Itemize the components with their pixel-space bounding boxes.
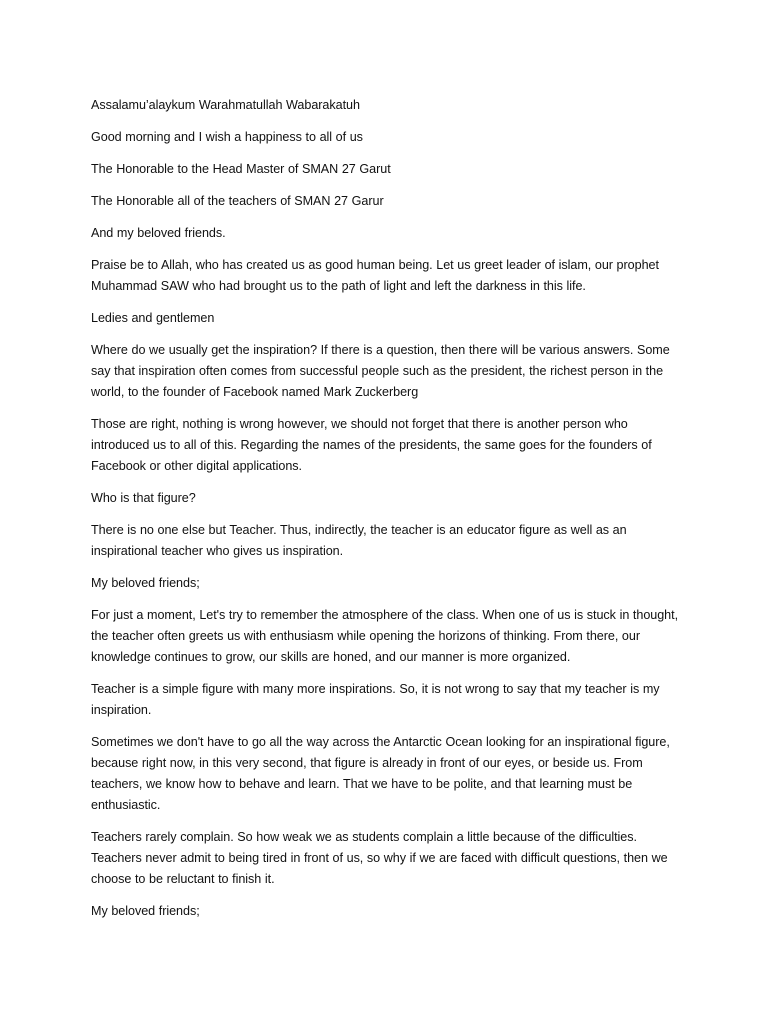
figure-question: Who is that figure? xyxy=(91,491,196,505)
praise-paragraph: Praise be to Allah, who has created us as good human being. Let us greet leader of islam, our prophet Muhammad SAW who had brought us to the path of light and left the darkness in this life. xyxy=(91,258,659,293)
antarctic-paragraph: Sometimes we don't have to go all the way across the Antarctic Ocean looking for an inspirational figure, because right now, in this very second, that figure is already in front of our eyes, or beside us. From teachers, we know how to behave and learn. That we have to be polite, and that learning must be enthusiastic. xyxy=(91,735,670,812)
inspiration-question-paragraph: Where do we usually get the inspiration? If there is a question, then there will be various answers. Some say that inspiration often comes from successful people such as the president, the richest person in the world, to the founder of Facebook named Mark Zuckerberg xyxy=(91,343,670,399)
address-headmaster: The Honorable to the Head Master of SMAN 27 Garut xyxy=(91,162,391,176)
teacher-answer-paragraph: There is no one else but Teacher. Thus, indirectly, the teacher is an educator figure as well as an inspirational teacher who gives us inspiration. xyxy=(91,523,627,558)
simple-figure-paragraph: Teacher is a simple figure with many more inspirations. So, it is not wrong to say that my teacher is my inspiration. xyxy=(91,682,660,717)
address-friends: And my beloved friends. xyxy=(91,226,226,240)
beloved-friends-heading: My beloved friends; xyxy=(91,576,200,590)
document-body xyxy=(91,95,681,933)
beloved-friends-closing: My beloved friends; xyxy=(91,904,200,918)
ladies-gentlemen: Ledies and gentlemen xyxy=(91,311,215,325)
teachers-complain-paragraph: Teachers rarely complain. So how weak we as students complain a little because of the difficulties. Teachers never admit to being tired in front of us, so why if we are faced with difficult questions, then we choose to be reluctant to finish it. xyxy=(91,830,668,886)
greeting-morning: Good morning and I wish a happiness to all of us xyxy=(91,130,363,144)
greeting-salam: Assalamu’alaykum Warahmatullah Wabarakatuh xyxy=(91,98,360,112)
address-teachers: The Honorable all of the teachers of SMAN 27 Garur xyxy=(91,194,384,208)
class-atmosphere-paragraph: For just a moment, Let's try to remember the atmosphere of the class. When one of us is stuck in thought, the teacher often greets us with enthusiasm while opening the horizons of thinking. From there, our knowledge continues to grow, our skills are honed, and our manner is more organized. xyxy=(91,608,679,664)
another-person-paragraph: Those are right, nothing is wrong however, we should not forget that there is another person who introduced us to all of this. Regarding the names of the presidents, the same goes for the founders of Facebook or other digital applications. xyxy=(91,417,652,473)
